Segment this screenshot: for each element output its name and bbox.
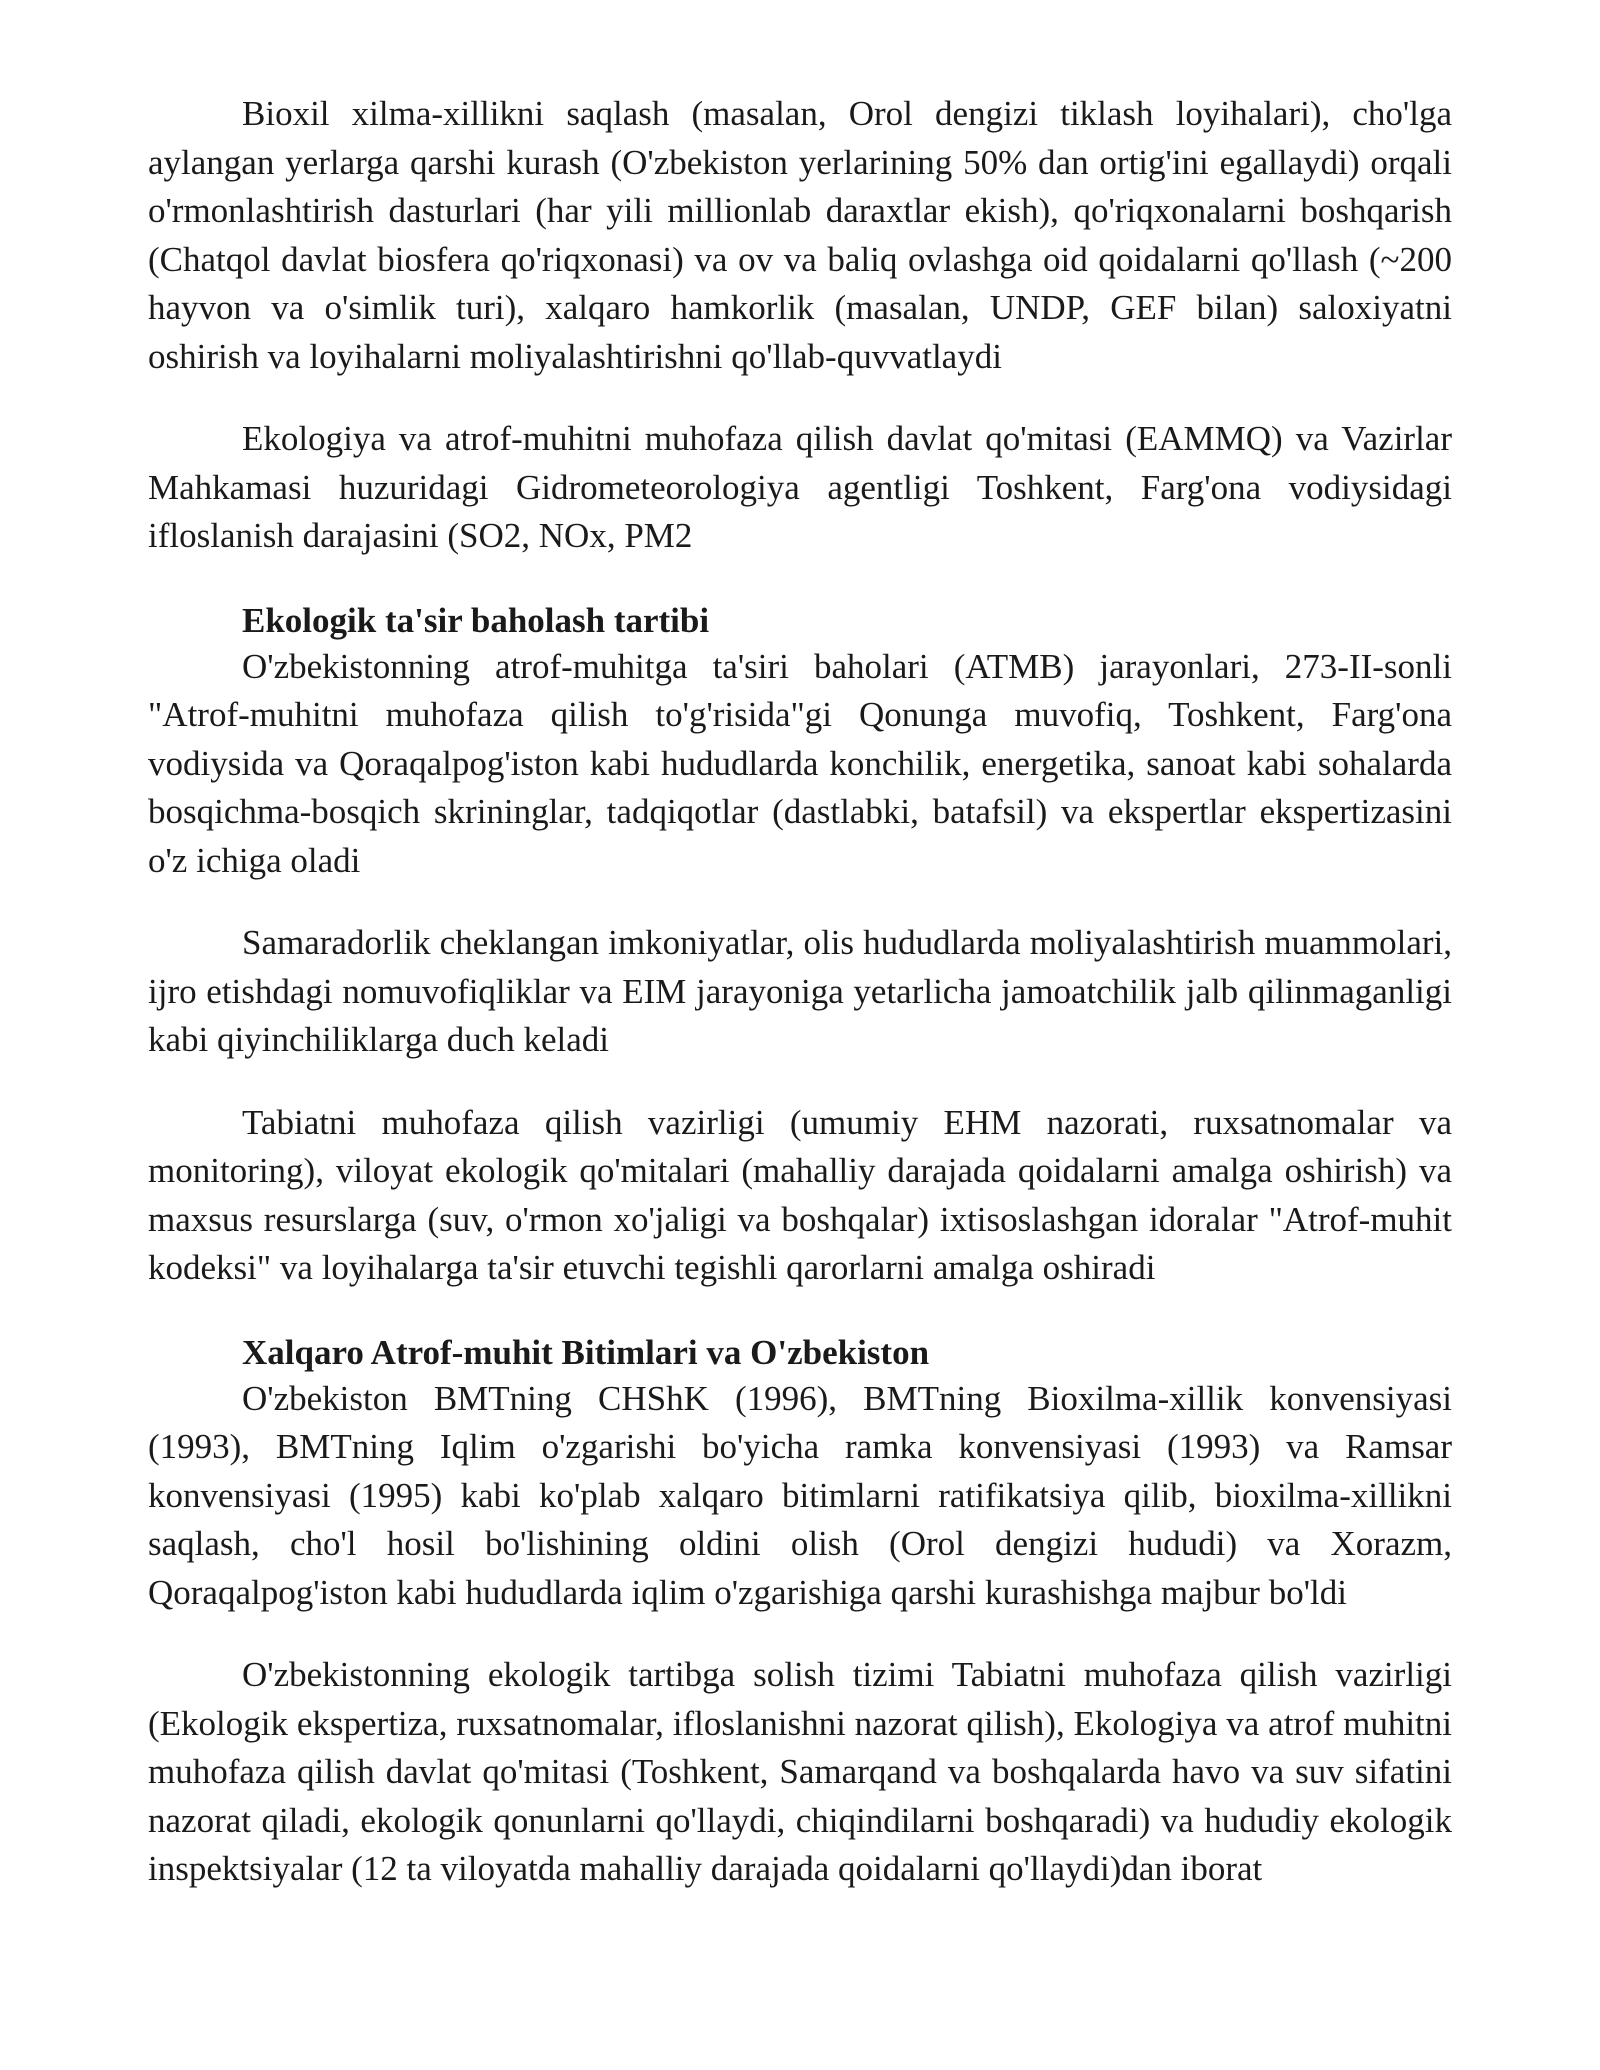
paragraph-conventions: O'zbekiston BMTning CHShK (1996), BMTning Bioxilma-xillik konvensiyasi (1993), BMTning Iqlim o'zgarishi bo'yicha ramka konvensiyasi (1993) va Ramsar konvensiyasi (1995) kabi ko'plab xalqaro bitimlarni ratifikatsiya qilib, bioxilma-xillikni saqlash, cho'l hosil bo'lishining oldini olish (Orol dengizi hududi) va Xorazm, Qoraqalpog'iston kabi hududlarda iqlim o'zgarishiga qarshi kurashishga majbur bo'ldi <box>148 1378 1452 1612</box>
paragraph-eammq: Ekologiya va atrof-muhitni muhofaza qilish davlat qo'mitasi (EAMMQ) va Vazirlar Mahkamasi huzuridagi Gidrometeorologiya agentligi Toshkent, Farg'ona vodiysidagi ifloslanish darajasini (SO2, NOx, PM2 <box>148 419 1452 555</box>
paragraph-atmb: O'zbekistonning atrof-muhitga ta'siri baholari (ATMB) jarayonlari, 273-II-sonli "Atrof-muhitni muhofaza qilish to'g'risida"gi Qonunga muvofiq, Toshkent, Farg'ona vodiysida va Qoraqalpog'iston kabi hududlarda konchilik, energetika, sanoat kabi sohalarda bosqichma-bosqich skrininglar, tadqiqotlar (dastlabki, batafsil) va ekspertlar ekspertizasini o'z ichiga oladi <box>148 646 1452 880</box>
heading-international-agreements: Xalqaro Atrof-muhit Bitimlari va O'zbekiston <box>242 1332 930 1372</box>
paragraph-regulatory-system: O'zbekistonning ekologik tartibga solish tizimi Tabiatni muhofaza qilish vazirligi (Ekologik ekspertiza, ruxsatnomalar, ifloslanishni nazorat qilish), Ekologiya va atrof muhitni muhofaza qilish davlat qo'mitasi (Toshkent, Samarqand va boshqalarda havo va suv sifatini nazorat qiladi, ekologik qonunlarni qo'llaydi, chiqindilarni boshqaradi) va hududiy ekologik inspektsiyalar (12 ta viloyatda mahalliy darajada qoidalarni qo'llaydi)dan iborat <box>148 1655 1452 1888</box>
paragraph-biodiversity: Bioxil xilma-xillikni saqlash (masalan, Orol dengizi tiklash loyihalari), cho'lga aylangan yerlarga qarshi kurash (O'zbekiston yerlarining 50% dan ortig'ini egallaydi) orqali o'rmonlashtirish dasturlari (har yili millionlab daraxtlar ekish), qo'riqxonalarni boshqarish (Chatqol davlat biosfera qo'riqxonasi) va ov va baliq ovlashga oid qoidalarni qo'llash (~200 hayvon va o'simlik turi), xalqaro hamkorlik (masalan, UNDP, GEF bilan) saloxiyatni oshirish va loyihalarni moliyalashtirishni qo'llab-quvvatlaydi <box>148 94 1452 376</box>
paragraph-ministry: Tabiatni muhofaza qilish vazirligi (umumiy EHM nazorati, ruxsatnomalar va monitoring), viloyat ekologik qo'mitalari (mahalliy darajada qoidalarni amalga oshirish) va maxsus resurslarga (suv, o'rmon xo'jaligi va boshqalar) ixtisoslashgan idoralar "Atrof-muhit kodeksi" va loyihalarga ta'sir etuvchi tegishli qarorlarni amalga oshiradi <box>148 1102 1452 1287</box>
paragraph-efficiency: Samaradorlik cheklangan imkoniyatlar, olis hududlarda moliyalashtirish muammolari, ijro etishdagi nomuvofiqliklar va EIM jarayoniga yetarlicha jamoatchilik jalb qilinmaganligi kabi qiyinchiliklarga duch keladi <box>148 923 1452 1059</box>
document-page <box>148 90 1452 1894</box>
heading-eia-procedure: Ekologik ta'sir baholash tartibi <box>242 600 710 640</box>
